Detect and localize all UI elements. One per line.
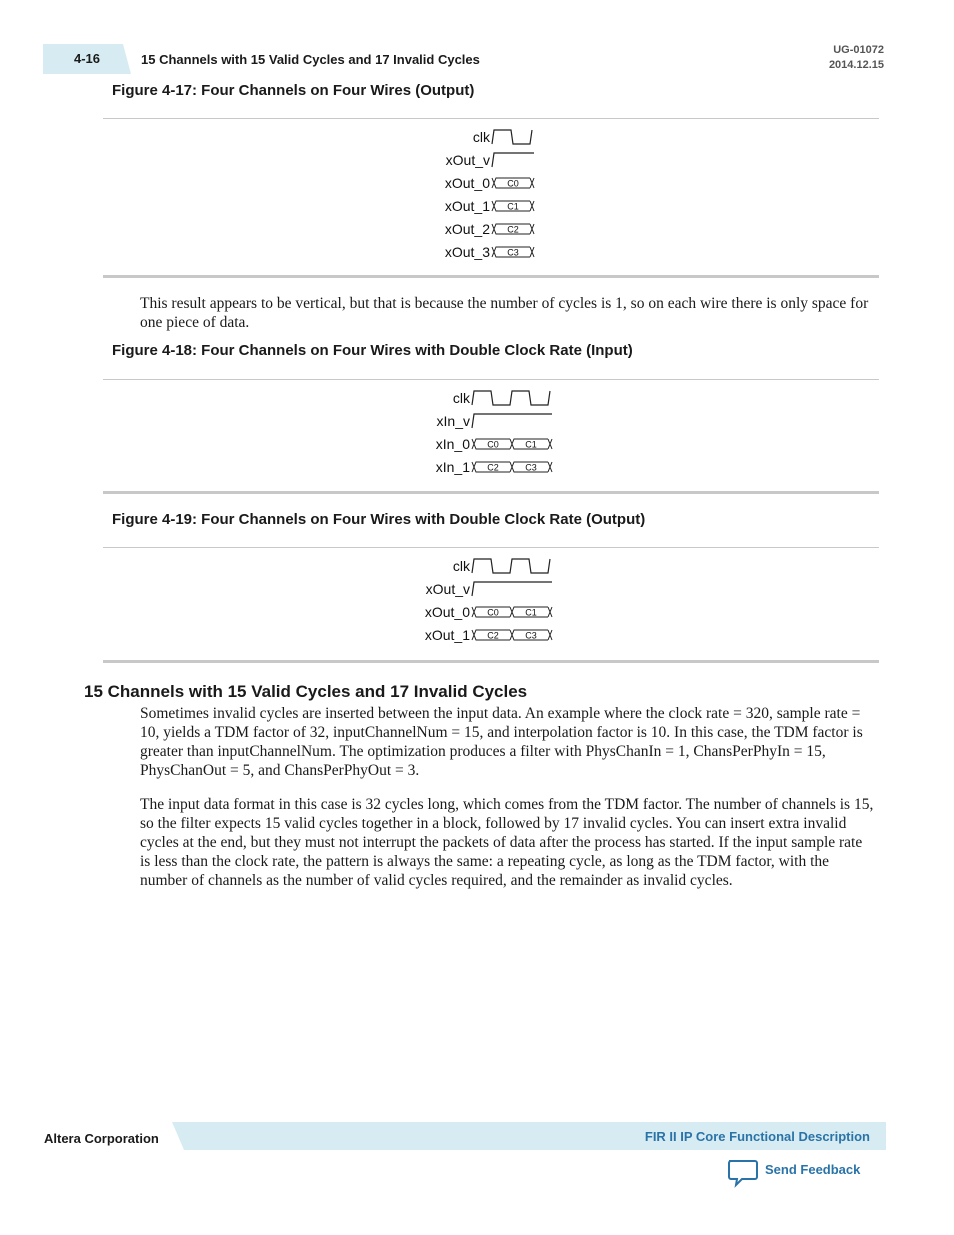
section-heading: 15 Channels with 15 Valid Cycles and 17 Invalid Cycles	[84, 682, 528, 701]
data-cell-label: C1	[507, 201, 519, 212]
signal-label: xOut_2	[444, 221, 490, 237]
figure-top-rule	[103, 379, 879, 380]
timing-diagram	[400, 385, 570, 480]
signal-label: xOut_3	[444, 244, 490, 260]
send-feedback-label[interactable]: Send Feedback	[765, 1162, 861, 1177]
page-number: 4-16	[74, 51, 101, 66]
data-cell-label: C2	[507, 224, 519, 235]
data-cell-label: C3	[525, 462, 537, 473]
figure-bottom-rule	[103, 275, 879, 278]
figure-bottom-rule	[103, 491, 879, 494]
valid-waveform	[472, 414, 552, 428]
data-cell-edge	[548, 630, 552, 640]
data-cell-label: C2	[487, 462, 499, 473]
data-cell-label: C3	[507, 247, 519, 258]
data-cell-label: C3	[525, 630, 537, 641]
doc-info	[829, 43, 884, 73]
signal-label: clk	[452, 558, 470, 574]
data-cell-edge	[530, 224, 534, 234]
data-cell-edge	[548, 462, 552, 472]
signal-label: clk	[452, 390, 470, 406]
data-cell-edge	[548, 607, 552, 617]
paragraph: The input data format in this case is 32 cycles long, which comes from the TDM factor. The number of channels is 15, so the filter expects 15 valid cycles together in a block, followed by 17 invalid cycles. You can insert extra invalid cycles at the end, but they must not interrupt the packets of data after the process has started. If the input sample rate is less than the clock rate, the pattern is always the same: a repeating cycle, as long as the TDM factor, with the number of channels as the number of valid cycles required, and the remainder as invalid cycles.	[140, 796, 874, 889]
data-cell-label: C1	[525, 439, 537, 450]
data-cell-edge	[530, 247, 534, 257]
doc-id: UG-01072	[833, 44, 884, 56]
signal-label: clk	[472, 129, 490, 145]
footer-chapter-link[interactable]: FIR II IP Core Functional Description	[644, 1129, 870, 1144]
footer-company: Altera Corporation	[44, 1131, 159, 1146]
data-cell-edge	[530, 178, 534, 188]
paragraph: This result appears to be vertical, but that is because the number of cycles is 1, so on each wire there is only space for one piece of data.	[140, 295, 869, 331]
signal-label: xOut_1	[424, 627, 470, 643]
clock-waveform	[472, 559, 550, 573]
data-cell-label: C0	[487, 607, 499, 618]
signal-label: xOut_1	[444, 198, 490, 214]
signal-label: xOut_v	[425, 581, 470, 597]
timing-diagram	[400, 553, 570, 648]
signal-label: xOut_0	[444, 175, 490, 191]
header-section-title: 15 Channels with 15 Valid Cycles and 17 Invalid Cycles	[141, 52, 480, 67]
signal-label: xIn_1	[435, 459, 470, 475]
clock-waveform	[492, 130, 532, 144]
doc-date: 2014.12.15	[828, 59, 884, 71]
signal-label: xOut_v	[445, 152, 490, 168]
data-cell-label: C1	[525, 607, 537, 618]
signal-label: xOut_0	[424, 604, 470, 620]
figure-title: Figure 4-17: Four Channels on Four Wires (Output)	[112, 82, 475, 99]
data-cell-label: C2	[487, 630, 499, 641]
data-cell-label: C0	[487, 439, 499, 450]
figure-top-rule	[103, 118, 879, 119]
timing-diagram	[420, 124, 560, 264]
speech-bubble-icon	[726, 1158, 760, 1188]
signal-label: xIn_v	[436, 413, 470, 429]
data-cell-edge	[530, 201, 534, 211]
figure-title: Figure 4-18: Four Channels on Four Wires with Double Clock Rate (Input)	[112, 342, 633, 359]
clock-waveform	[472, 391, 550, 405]
figure-title: Figure 4-19: Four Channels on Four Wires with Double Clock Rate (Output)	[112, 511, 646, 528]
figure-top-rule	[103, 547, 879, 548]
valid-waveform	[492, 153, 534, 167]
paragraph: Sometimes invalid cycles are inserted between the input data. An example where the clock rate = 320, sample rate = 10, yields a TDM factor of 32, inputChannelNum = 15, and interpolation factor is 10. In this case, the TDM factor is greater than inputChannelNum. The optimization produces a filter with PhysChanIn = 1, ChansPerPhyIn = 15, PhysChanOut = 5, and ChansPerPhyOut = 3.	[140, 705, 863, 779]
valid-waveform	[472, 582, 552, 596]
data-cell-label: C0	[507, 178, 519, 189]
figure-bottom-rule	[103, 660, 879, 663]
signal-label: xIn_0	[435, 436, 470, 452]
data-cell-edge	[548, 439, 552, 449]
